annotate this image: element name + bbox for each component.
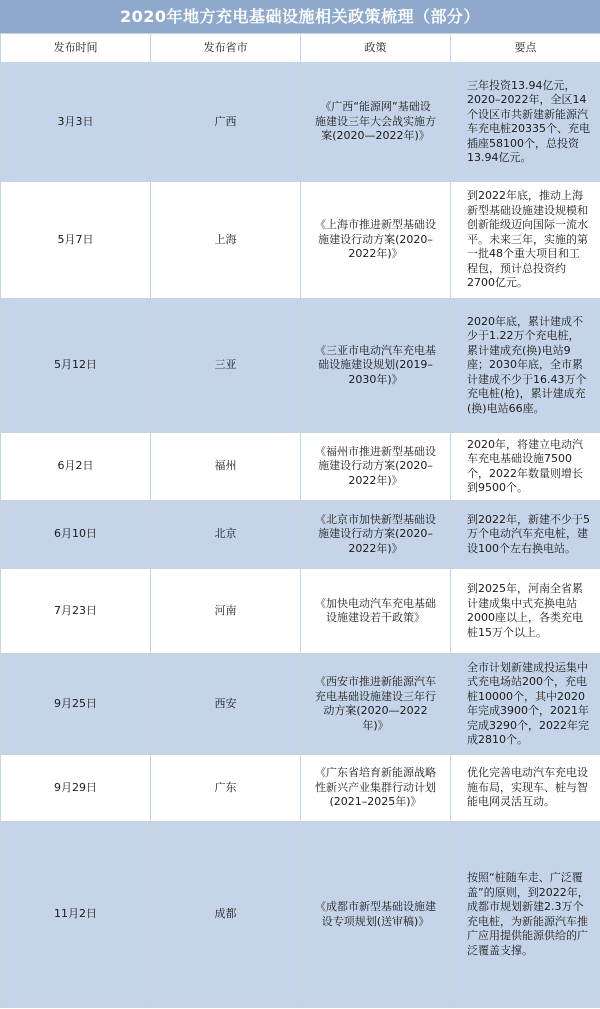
header-region: 发布省市 [151, 34, 301, 63]
cell-points: 到2022年，新建不少于5万个电动汽车充电桩，建设100个左右换电站。 [451, 501, 600, 569]
cell-policy: 《广西“能源网”基础设施建设三年大会战实施方案(2020—2022年)》 [301, 63, 451, 182]
cell-region: 北京 [151, 501, 301, 569]
cell-region: 上海 [151, 182, 301, 299]
cell-region: 福州 [151, 433, 301, 501]
cell-policy: 《加快电动汽车充电基础设施建设若干政策》 [301, 569, 451, 654]
cell-date: 5月12日 [1, 299, 151, 433]
cell-policy: 《三亚市电动汽车充电基础设施建设规划(2019–2030年)》 [301, 299, 451, 433]
cell-date: 7月23日 [1, 569, 151, 654]
cell-region: 三亚 [151, 299, 301, 433]
cell-points: 2020年底，累计建成不少于1.22万个充电桩，累计建成充(换)电站9座；2030年底，全市累计建成不少于16.43万个充电桩(枪)，累计建成充(换)电站66座。 [451, 299, 600, 433]
header-policy: 政策 [301, 34, 451, 63]
table-row [1, 433, 600, 501]
cell-date: 6月2日 [1, 433, 151, 501]
cell-policy: 《北京市加快新型基础设施建设行动方案(2020–2022年)》 [301, 501, 451, 569]
cell-points: 到2022年底，推动上海新型基础设施建设规模和创新能级迈向国际一流水平。未来三年，实施的第一批48个重大项目和工程包，预计总投资约2700亿元。 [451, 182, 600, 299]
cell-region: 成都 [151, 822, 301, 1008]
table-row [1, 755, 600, 822]
cell-policy: 《福州市推进新型基础设施建设行动方案(2020–2022年)》 [301, 433, 451, 501]
cell-policy: 《上海市推进新型基础设施建设行动方案(2020–2022年)》 [301, 182, 451, 299]
cell-points: 优化完善电动汽车充电设施布局，实现车、桩与智能电网灵活互动。 [451, 755, 600, 822]
table-row [1, 299, 600, 433]
cell-date: 11月2日 [1, 822, 151, 1008]
document-title: 2020年地方充电基础设施相关政策梳理（部分） [0, 0, 600, 33]
table-row [1, 654, 600, 755]
cell-points: 到2025年，河南全省累计建成集中式充换电站2000座以上，各类充电桩15万个以上。 [451, 569, 600, 654]
cell-region: 西安 [151, 654, 301, 755]
table-row [1, 501, 600, 569]
table-header-row [1, 34, 600, 63]
header-points: 要点 [451, 34, 600, 63]
table-row [1, 182, 600, 299]
cell-points: 全市计划新建成投运集中式充电场站200个，充电桩10000个，其中2020年完成3900个，2021年完成3290个，2022年完成2810个。 [451, 654, 600, 755]
header-date: 发布时间 [1, 34, 151, 63]
cell-points: 三年投资13.94亿元，2020–2022年，全区14个设区市共新建新能源汽车充电桩20335个、充电插座58100个，总投资13.94亿元。 [451, 63, 600, 182]
table-row [1, 63, 600, 182]
table-row [1, 822, 600, 1008]
policy-table [0, 33, 600, 1008]
table-row [1, 569, 600, 654]
cell-policy: 《广东省培育新能源战略性新兴产业集群行动计划(2021–2025年)》 [301, 755, 451, 822]
cell-date: 3月3日 [1, 63, 151, 182]
cell-region: 广西 [151, 63, 301, 182]
cell-date: 9月29日 [1, 755, 151, 822]
cell-points: 2020年，将建立电动汽车充电基础设施7500个，2022年数量则增长到9500个。 [451, 433, 600, 501]
cell-date: 6月10日 [1, 501, 151, 569]
cell-region: 河南 [151, 569, 301, 654]
cell-policy: 《成都市新型基础设施建设专项规划(送审稿)》 [301, 822, 451, 1008]
cell-region: 广东 [151, 755, 301, 822]
cell-policy: 《西安市推进新能源汽车充电基础设施建设三年行动方案(2020—2022年)》 [301, 654, 451, 755]
cell-points: 按照“桩随车走、广泛覆盖”的原则，到2022年，成都市规划新建2.3万个充电桩，为新能源汽车推广应用提供能源供给的广泛覆盖支撑。 [451, 822, 600, 1008]
cell-date: 5月7日 [1, 182, 151, 299]
cell-date: 9月25日 [1, 654, 151, 755]
